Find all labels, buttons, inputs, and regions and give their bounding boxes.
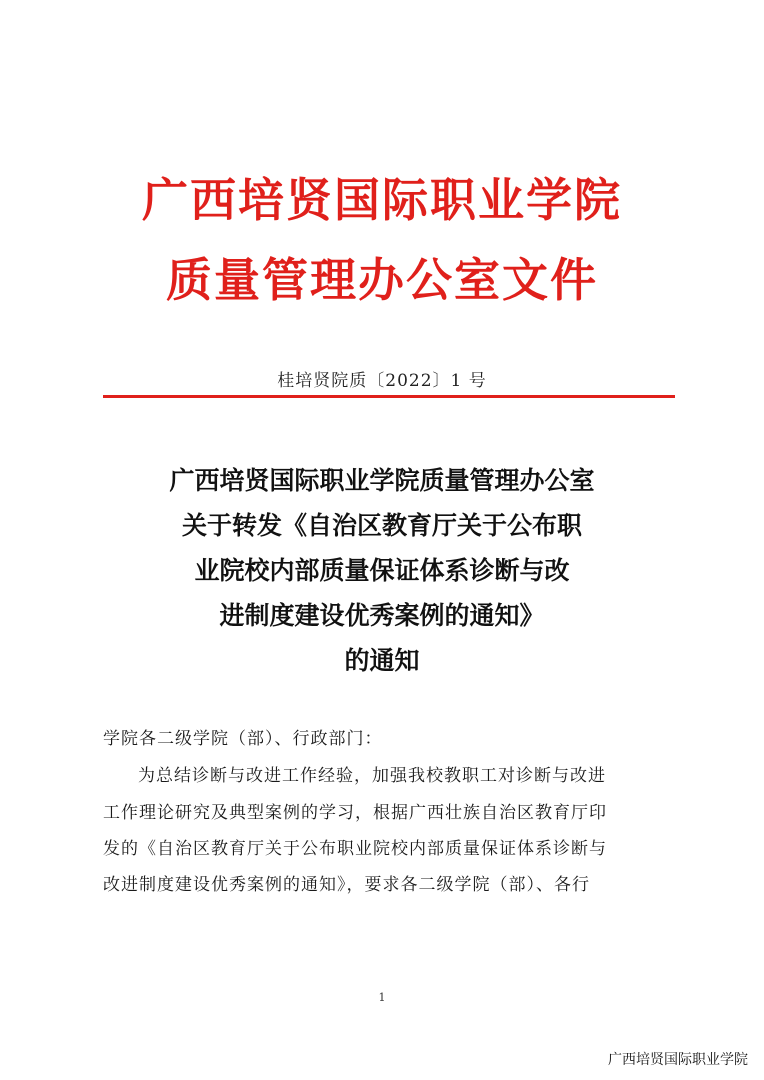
notice-title [0, 458, 764, 683]
page-number: 1 [378, 991, 386, 1004]
notice-title-line-4: 进制度建设优秀案例的通知》 [219, 601, 545, 630]
document-number: 桂培贤院质〔2022〕1 号 [277, 371, 487, 391]
salutation: 学院各二级学院（部）、行政部门： [103, 729, 383, 749]
body-text-line-3: 发的《自治区教育厅关于公布职业院校内部质量保证体系诊断与 [103, 839, 607, 859]
notice-title-line-2: 关于转发《自治区教育厅关于公布职 [181, 511, 582, 540]
document-type-heading: 质量管理办公室文件 [166, 253, 598, 307]
body-text-line-4: 改进制度建设优秀案例的通知》，要求各二级学院（部）、各行 [103, 875, 590, 895]
red-divider-line [103, 395, 675, 398]
body-text-line-1: 为总结诊断与改进工作经验，加强我校教职工对诊断与改进 [138, 766, 606, 786]
source-watermark: 广西培贤国际职业学院 [608, 1052, 748, 1068]
notice-title-line-1: 广西培贤国际职业学院质量管理办公室 [169, 466, 595, 495]
notice-title-line-3: 业院校内部质量保证体系诊断与改 [194, 556, 570, 585]
notice-title-line-5: 的通知 [344, 646, 420, 675]
body-text-line-2: 工作理论研究及典型案例的学习，根据广西壮族自治区教育厅印 [103, 803, 607, 823]
issuer-name-heading: 广西培贤国际职业学院 [142, 173, 622, 227]
